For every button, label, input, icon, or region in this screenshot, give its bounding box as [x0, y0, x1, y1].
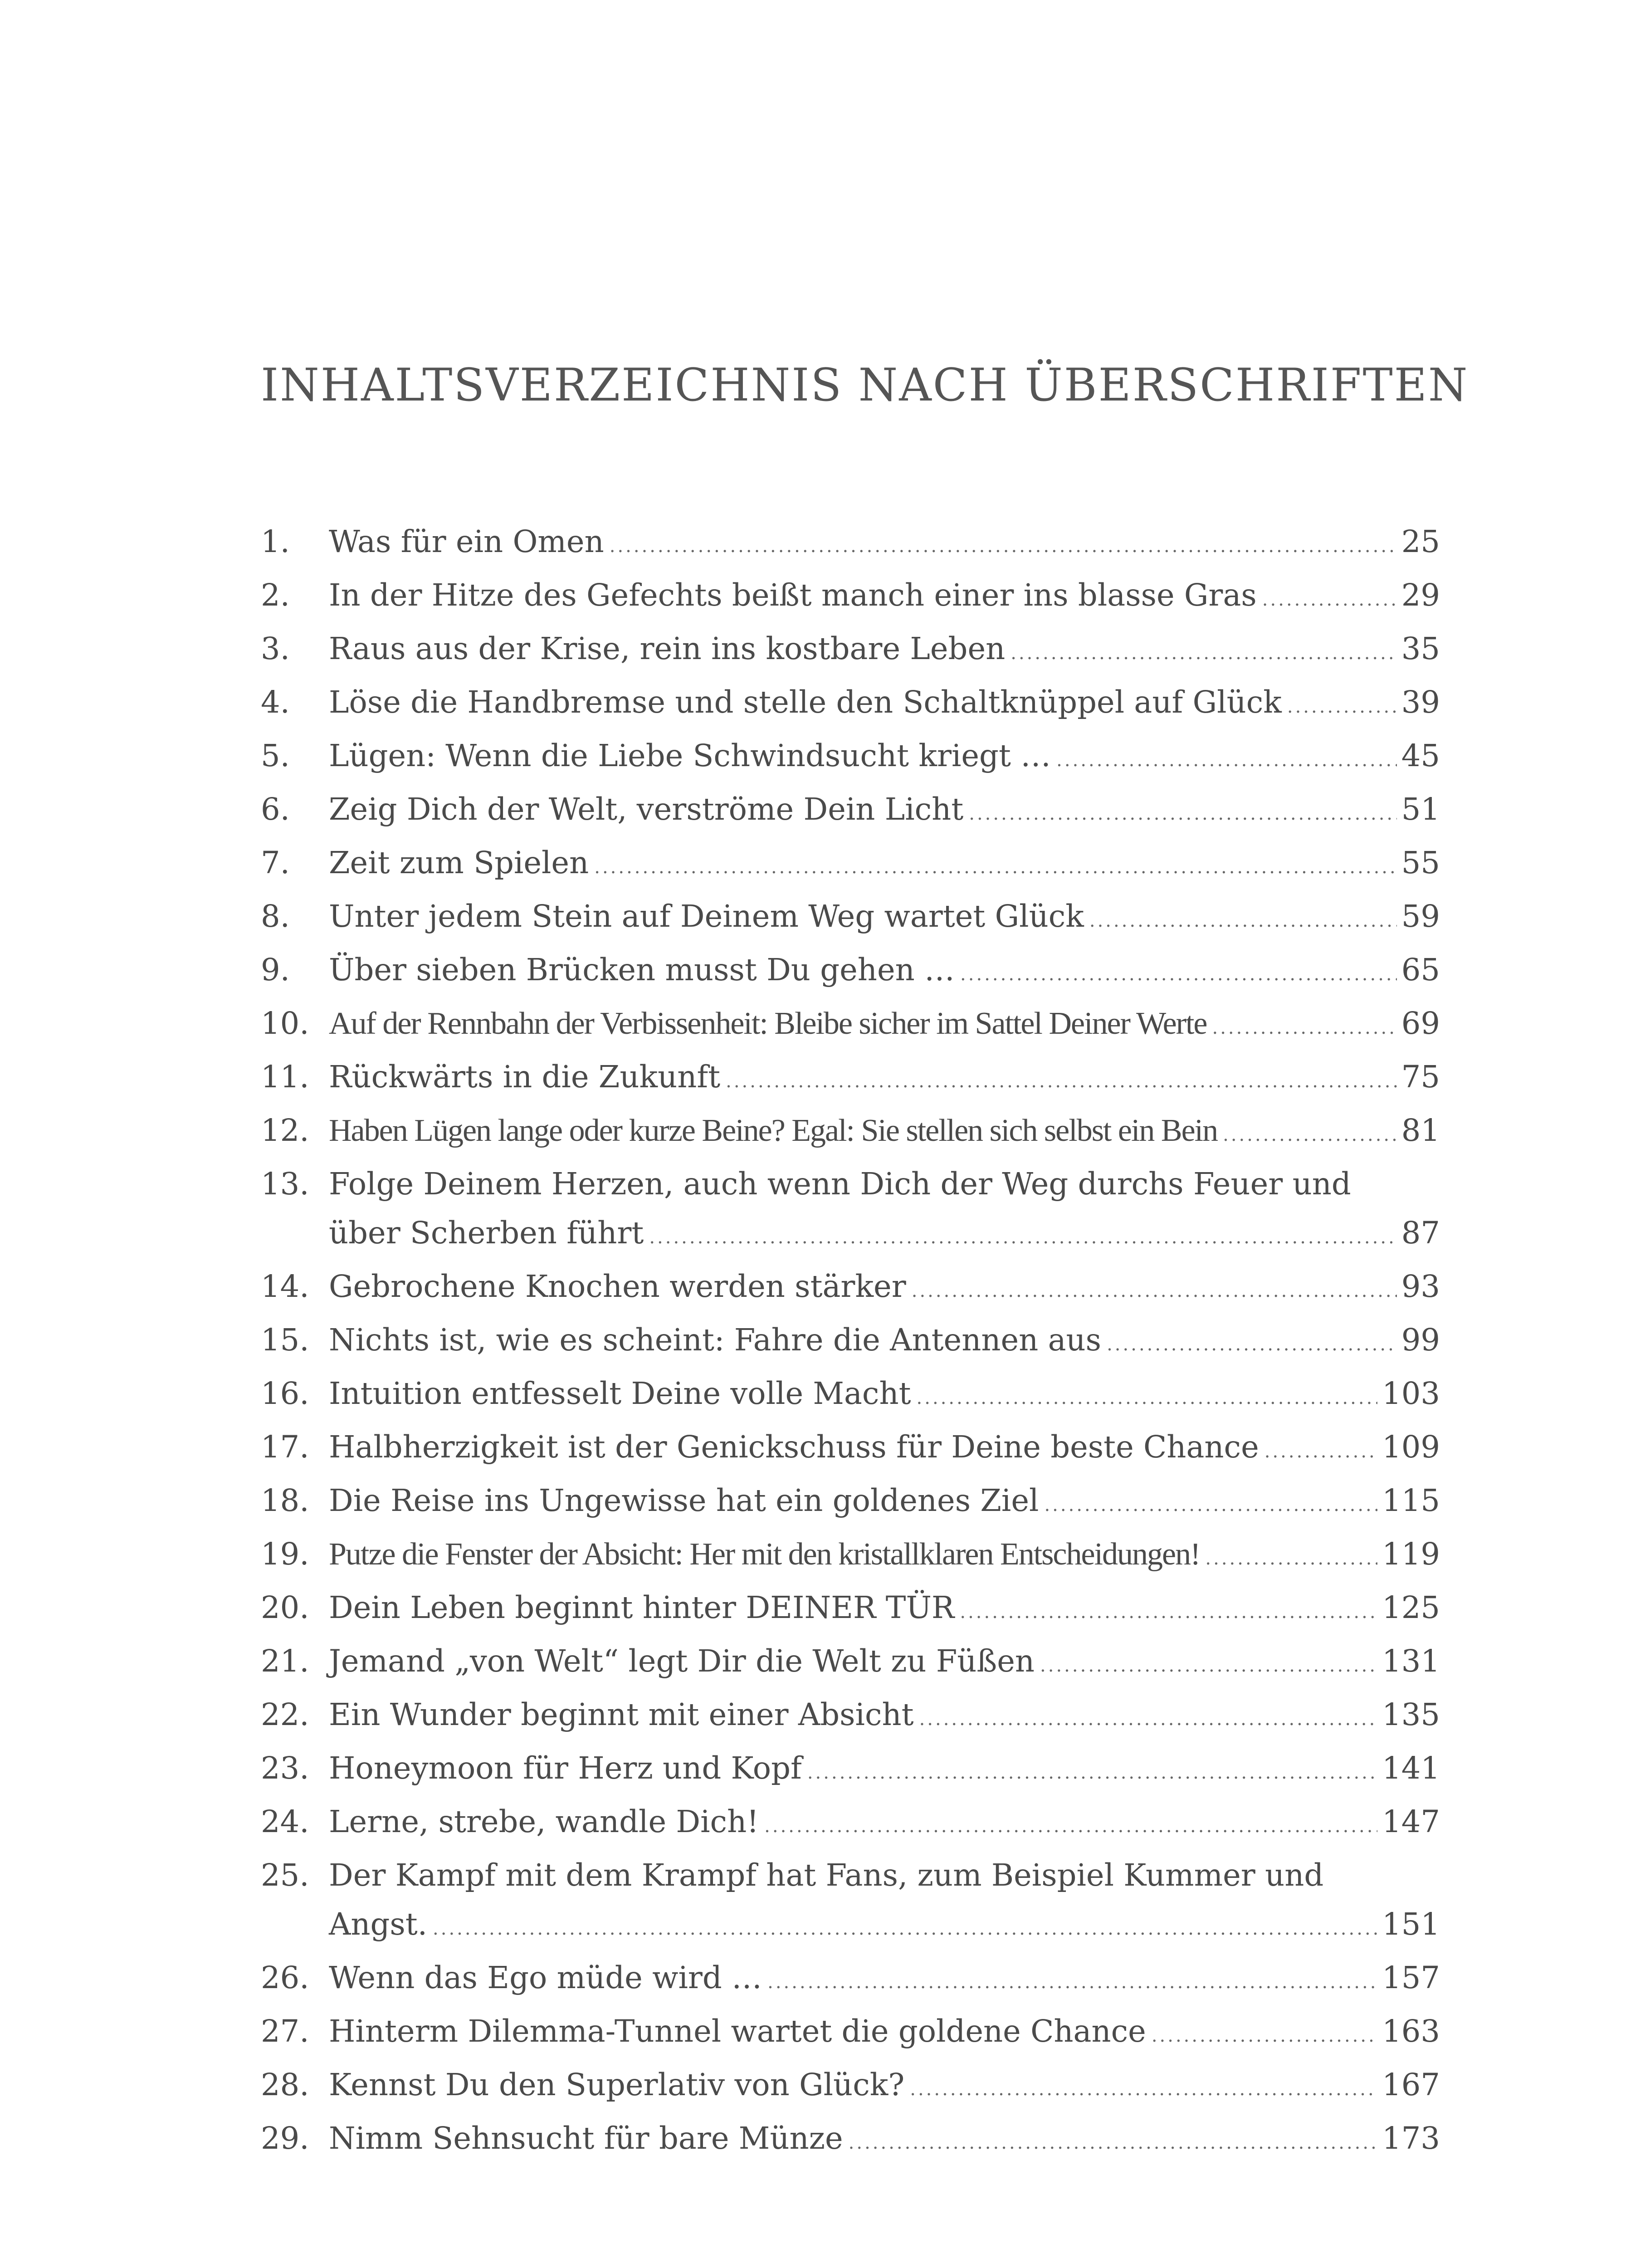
dot-leader [1152, 2011, 1377, 2060]
dot-leader [969, 789, 1396, 838]
toc-entry-number: 22. [261, 1697, 309, 1732]
toc-entry [261, 1744, 1440, 1797]
toc-entry-number: 23. [261, 1750, 309, 1786]
dot-leader [1287, 682, 1397, 731]
dot-leader [919, 1695, 1378, 1744]
toc-entry [261, 1953, 1440, 2007]
toc-entry-title: Zeig Dich der Welt, verströme Dein Licht [329, 792, 964, 827]
toc-entry-number: 13. [261, 1166, 309, 1202]
toc-entry-page: 163 [1382, 2014, 1440, 2049]
toc-entry [261, 678, 1440, 731]
dot-leader [1040, 1641, 1377, 1690]
toc-entry-number: 11. [261, 1059, 309, 1095]
toc-entry-number: 29. [261, 2121, 309, 2156]
toc-entry-page: 51 [1401, 792, 1440, 827]
toc-entry-title: Lerne, strebe, wandle Dich! [329, 1804, 759, 1839]
toc-entry-page: 115 [1382, 1483, 1440, 1518]
toc-entry-page: 167 [1382, 2067, 1440, 2102]
toc-entry-title: Angst. [329, 1906, 428, 1942]
dot-leader [960, 950, 1397, 999]
toc-entry-page: 173 [1382, 2121, 1440, 2156]
toc-entry-number: 1. [261, 524, 290, 559]
toc-entry-number: 17. [261, 1429, 309, 1465]
toc-entry-number: 20. [261, 1590, 309, 1625]
toc-entry-number: 27. [261, 2014, 309, 2049]
toc-entry [261, 517, 1440, 571]
dot-leader [960, 1588, 1377, 1637]
toc-entry [261, 1797, 1440, 1851]
toc-entry [261, 1690, 1440, 1744]
toc-entry-number: 25. [261, 1857, 309, 1893]
toc-entry [261, 571, 1440, 624]
toc-entry-title: Honeymoon für Herz und Kopf [329, 1750, 802, 1786]
toc-entry-title: Halbherzigkeit ist der Genickschuss für Deine beste Chance [329, 1429, 1259, 1465]
toc-entry-page: 147 [1382, 1804, 1440, 1839]
toc-entry [261, 1583, 1440, 1637]
toc-entry-title: Kennst Du den Superlativ von Glück? [329, 2067, 905, 2102]
toc-entry-page: 35 [1401, 631, 1440, 666]
toc-entry-title: Was für ein Omen [329, 524, 604, 559]
toc-entry-number: 4. [261, 684, 290, 720]
toc-entry-title: Jemand „von Welt“ legt Dir die Welt zu Füßen [329, 1643, 1035, 1679]
toc-entry-page: 99 [1401, 1322, 1440, 1358]
toc-entry-number: 10. [261, 1006, 309, 1041]
toc-entry-page: 135 [1382, 1697, 1440, 1732]
dot-leader [1044, 1481, 1377, 1530]
toc-entry [261, 1530, 1440, 1583]
dot-leader [764, 1802, 1377, 1851]
toc-entry-page: 157 [1382, 1960, 1440, 1995]
toc-entry-number: 19. [261, 1536, 309, 1572]
toc-entry-page: 125 [1382, 1590, 1440, 1625]
dot-leader [1011, 629, 1396, 678]
toc-entry-number: 15. [261, 1322, 309, 1358]
toc-entry [261, 2007, 1440, 2060]
toc-entry-title-line1: Der Kampf mit dem Krampf hat Fans, zum Beispiel Kummer und [329, 1857, 1324, 1893]
toc-entry-page: 25 [1401, 524, 1440, 559]
toc-entry-page: 93 [1401, 1269, 1440, 1304]
dot-leader [649, 1213, 1396, 1262]
dot-leader [1089, 896, 1397, 945]
toc-entry [261, 1476, 1440, 1530]
toc-entry-number: 14. [261, 1269, 309, 1304]
toc-entry-title: Putze die Fenster der Absicht: Her mit den kristallklaren Entscheidungen! [329, 1537, 1200, 1572]
toc-entry-title: In der Hitze des Gefechts beißt manch einer ins blasse Gras [329, 577, 1257, 613]
toc-entry-title: über Scherben führt [329, 1215, 644, 1251]
toc-entry-number: 28. [261, 2067, 309, 2102]
dot-leader [1056, 736, 1397, 785]
dot-leader [1262, 575, 1397, 624]
toc-entry [261, 1422, 1440, 1476]
toc-entry-title: Die Reise ins Ungewisse hat ein goldenes Ziel [329, 1483, 1039, 1518]
toc-entry [261, 731, 1440, 785]
toc-entry-title: Dein Leben beginnt hinter DEINER TÜR [329, 1590, 955, 1625]
toc-entry-number: 2. [261, 577, 290, 613]
toc-entry [261, 1369, 1440, 1422]
dot-leader [910, 2065, 1377, 2114]
toc-entry-title: Zeit zum Spielen [329, 845, 589, 880]
toc-entry [261, 1851, 1440, 1953]
toc-entry-number: 24. [261, 1804, 309, 1839]
toc-entry-page: 39 [1401, 684, 1440, 720]
toc-entry-page: 45 [1401, 738, 1440, 773]
dot-leader [912, 1266, 1397, 1315]
toc-entry [261, 1262, 1440, 1315]
toc-entry [261, 1637, 1440, 1690]
toc-entry-number: 5. [261, 738, 290, 773]
toc-entry-title-line1: Folge Deinem Herzen, auch wenn Dich der Weg durchs Feuer und [329, 1166, 1351, 1202]
toc-entry-number: 26. [261, 1960, 309, 1995]
toc-entry [261, 838, 1440, 892]
toc-entry [261, 945, 1440, 999]
toc-entry-title: Auf der Rennbahn der Verbissenheit: Bleibe sicher im Sattel Deiner Werte [329, 1006, 1207, 1041]
dot-leader [807, 1748, 1377, 1797]
dot-leader [726, 1057, 1397, 1106]
toc-entry-number: 12. [261, 1113, 309, 1148]
toc-entry-page: 69 [1401, 1006, 1440, 1041]
toc-entry-page: 55 [1401, 845, 1440, 880]
dot-leader [1212, 1003, 1397, 1052]
table-of-contents [261, 517, 1440, 2167]
toc-entry [261, 1106, 1440, 1159]
toc-entry [261, 1159, 1440, 1262]
toc-entry [261, 2060, 1440, 2114]
toc-entry-page: 59 [1401, 899, 1440, 934]
toc-entry-number: 18. [261, 1483, 309, 1518]
toc-entry-number: 7. [261, 845, 290, 880]
toc-entry-title: Unter jedem Stein auf Deinem Weg wartet Glück [329, 899, 1084, 934]
toc-entry [261, 624, 1440, 678]
toc-entry-page: 87 [1401, 1215, 1440, 1251]
toc-entry-page: 141 [1382, 1750, 1440, 1786]
toc-entry-page: 75 [1401, 1059, 1440, 1095]
toc-entry-title: Raus aus der Krise, rein ins kostbare Leben [329, 631, 1006, 666]
toc-entry-page: 65 [1401, 952, 1440, 987]
toc-entry-title: Intuition entfesselt Deine volle Macht [329, 1376, 911, 1411]
toc-entry-title: Löse die Handbremse und stelle den Schaltknüppel auf Glück [329, 684, 1282, 720]
toc-entry-title: Nichts ist, wie es scheint: Fahre die Antennen aus [329, 1322, 1102, 1358]
toc-entry [261, 1315, 1440, 1369]
toc-entry-title: Rückwärts in die Zukunft [329, 1059, 721, 1095]
toc-entry [261, 892, 1440, 945]
toc-entry-title: Nimm Sehnsucht für bare Münze [329, 2121, 843, 2156]
toc-entry-number: 9. [261, 952, 290, 987]
toc-entry-title: Hinterm Dilemma-Tunnel wartet die goldene Chance [329, 2014, 1146, 2049]
toc-entry-title: Über sieben Brücken musst Du gehen … [329, 952, 955, 987]
dot-leader [610, 522, 1397, 571]
toc-entry [261, 999, 1440, 1052]
page-title: INHALTSVERZEICHNIS NACH ÜBERSCHRIFTEN [261, 359, 1469, 411]
dot-leader [594, 843, 1397, 892]
toc-entry-page: 151 [1382, 1906, 1440, 1942]
toc-entry-number: 6. [261, 792, 290, 827]
toc-entry-page: 109 [1382, 1429, 1440, 1465]
toc-entry-title: Haben Lügen lange oder kurze Beine? Egal: Sie stellen sich selbst ein Bein [329, 1113, 1218, 1148]
toc-entry-number: 3. [261, 631, 290, 666]
toc-entry-title: Wenn das Ego müde wird … [329, 1960, 762, 1995]
toc-entry [261, 785, 1440, 838]
toc-entry-title: Lügen: Wenn die Liebe Schwindsucht kriegt … [329, 738, 1051, 773]
toc-entry-title: Ein Wunder beginnt mit einer Absicht [329, 1697, 914, 1732]
dot-leader [767, 1958, 1377, 2007]
toc-entry-title: Gebrochene Knochen werden stärker [329, 1269, 906, 1304]
dot-leader [849, 2118, 1377, 2167]
dot-leader [1264, 1427, 1377, 1476]
dot-leader [1107, 1320, 1397, 1369]
toc-entry-page: 131 [1382, 1643, 1440, 1679]
toc-entry-number: 16. [261, 1376, 309, 1411]
dot-leader [1223, 1110, 1397, 1159]
toc-entry-number: 8. [261, 899, 290, 934]
toc-entry [261, 2114, 1440, 2167]
toc-entry-number: 21. [261, 1643, 309, 1679]
dot-leader [917, 1374, 1378, 1422]
toc-entry-page: 81 [1401, 1113, 1440, 1148]
toc-entry-page: 119 [1382, 1536, 1440, 1572]
dot-leader [1205, 1534, 1377, 1583]
toc-entry-page: 29 [1401, 577, 1440, 613]
toc-entry-page: 103 [1382, 1376, 1440, 1411]
dot-leader [433, 1904, 1377, 1953]
toc-entry [261, 1052, 1440, 1106]
